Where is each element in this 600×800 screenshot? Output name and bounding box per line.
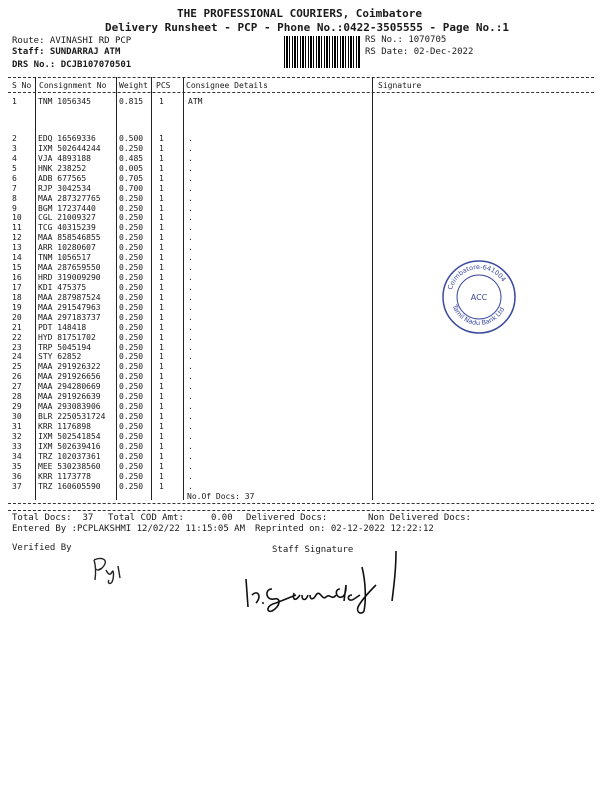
entered-by: Entered By :PCPLAKSHMI 12/02/22 11:15:05 AM (12, 524, 245, 534)
cell-sno: 33 (12, 441, 22, 451)
cell-consignment: MAA 287987524 (38, 292, 101, 302)
cell-consignee: . (188, 402, 193, 412)
cell-sno: 26 (12, 372, 22, 382)
column-divider (372, 77, 373, 500)
cell-consignee: . (188, 451, 193, 461)
cell-sno: 25 (12, 362, 22, 372)
cell-sno: 29 (12, 402, 22, 412)
cell-pcs: 1 (159, 392, 164, 402)
cell-consignee: . (188, 322, 193, 332)
cell-pcs: 1 (159, 273, 164, 283)
cell-pcs: 1 (159, 233, 164, 243)
cell-pcs: 1 (159, 322, 164, 332)
cell-pcs: 1 (159, 97, 164, 106)
cell-weight: 0.815 (119, 97, 144, 106)
svg-text:Tamil Nadu Bank Ltd: Tamil Nadu Bank Ltd (450, 303, 507, 328)
cell-sno: 4 (12, 153, 17, 163)
cell-weight: 0.250 (119, 223, 144, 233)
cell-consignee: . (188, 441, 193, 451)
cell-pcs: 1 (159, 163, 164, 173)
cell-consignment: HNK 238252 (38, 163, 87, 173)
cell-weight: 0.250 (119, 253, 144, 263)
cell-pcs: 1 (159, 203, 164, 213)
cell-consignment: STY 62852 (38, 352, 82, 362)
cell-sno: 8 (12, 193, 17, 203)
cell-consignment: PDT 148418 (38, 322, 87, 332)
table-header-divider (8, 92, 594, 93)
svg-text:Coimbatore-641004: Coimbatore-641004 (446, 262, 508, 291)
cell-consignment: KRR 1176898 (38, 421, 91, 431)
cell-consignment: MAA 287659550 (38, 263, 101, 273)
cell-consignee: . (188, 253, 193, 263)
svg-text:ACC: ACC (470, 293, 488, 302)
cell-consignee: . (188, 431, 193, 441)
cell-sno: 34 (12, 451, 22, 461)
cell-weight: 0.250 (119, 273, 144, 283)
cell-sno: 13 (12, 243, 22, 253)
column-divider (183, 77, 184, 500)
cell-weight: 0.250 (119, 372, 144, 382)
cell-consignment: TRZ 102037361 (38, 451, 101, 461)
header-consignment: Consignment No (39, 81, 107, 90)
cell-consignee: . (188, 134, 193, 143)
cell-pcs: 1 (159, 342, 164, 352)
cell-consignment: CGL 21009327 (38, 213, 96, 223)
cell-consignee: . (188, 332, 193, 342)
cell-pcs: 1 (159, 183, 164, 193)
cell-consignment: MAA 294280669 (38, 382, 101, 392)
header-consignee: Consignee Details (186, 81, 268, 90)
cell-sno: 7 (12, 183, 17, 193)
cell-pcs: 1 (159, 292, 164, 302)
column-divider (151, 77, 152, 500)
cell-consignment: ADB 677565 (38, 173, 87, 183)
cell-weight: 0.250 (119, 461, 144, 471)
cell-consignment: MAA 291547963 (38, 302, 101, 312)
cell-consignee: . (188, 173, 193, 183)
cell-consignee: . (188, 302, 193, 312)
cell-weight: 0.250 (119, 451, 144, 461)
cell-pcs: 1 (159, 153, 164, 163)
cell-sno: 36 (12, 471, 22, 481)
cell-weight: 0.700 (119, 183, 144, 193)
cell-pcs: 1 (159, 332, 164, 342)
verified-by-label: Verified By (12, 543, 72, 553)
staff-signature (236, 545, 416, 615)
total-cod-amount: Total COD Amt: 0.00 (108, 513, 233, 523)
cell-consignment: MAA 297183737 (38, 312, 101, 322)
cell-weight: 0.005 (119, 163, 144, 173)
staff-label: Staff: SUNDARRAJ ATM (12, 47, 121, 57)
cell-consignment: KDI 475375 (38, 282, 87, 292)
cell-weight: 0.250 (119, 352, 144, 362)
cell-weight: 0.250 (119, 213, 144, 223)
cell-consignment: TNM 1056517 (38, 253, 91, 263)
cell-consignment: EDQ 16569336 (38, 134, 96, 143)
cell-consignment: BGM 17237440 (38, 203, 96, 213)
delivered-docs: Delivered Docs: (246, 513, 328, 523)
cell-pcs: 1 (159, 451, 164, 461)
cell-weight: 0.250 (119, 412, 144, 422)
cell-sno: 19 (12, 302, 22, 312)
cell-consignee: . (188, 153, 193, 163)
cell-pcs: 1 (159, 461, 164, 471)
cell-weight: 0.485 (119, 153, 144, 163)
cell-consignment: RJP 3042534 (38, 183, 91, 193)
cell-pcs: 1 (159, 213, 164, 223)
cell-weight: 0.250 (119, 362, 144, 372)
cell-weight: 0.250 (119, 402, 144, 412)
cell-weight: 0.250 (119, 441, 144, 451)
footer-divider-2 (8, 510, 594, 511)
cell-pcs: 1 (159, 223, 164, 233)
cell-sno: 20 (12, 312, 22, 322)
cell-consignee: . (188, 421, 193, 431)
cell-pcs: 1 (159, 402, 164, 412)
cell-pcs: 1 (159, 312, 164, 322)
cell-weight: 0.500 (119, 134, 144, 143)
rs-number: RS No.: 1070705 (365, 35, 447, 45)
cell-sno: 37 (12, 481, 22, 491)
cell-weight: 0.250 (119, 421, 144, 431)
cell-pcs: 1 (159, 362, 164, 372)
cell-sno: 31 (12, 421, 22, 431)
cell-consignment: TNM 1056345 (38, 97, 91, 106)
reprinted-on: Reprinted on: 02-12-2022 12:22:12 (255, 524, 434, 534)
cell-sno: 14 (12, 253, 22, 263)
cell-pcs: 1 (159, 481, 164, 491)
cell-sno: 32 (12, 431, 22, 441)
cell-consignment: HRD 319009290 (38, 273, 101, 283)
cell-consignee: . (188, 233, 193, 243)
cell-pcs: 1 (159, 412, 164, 422)
cell-consignment: MAA 291926639 (38, 392, 101, 402)
cell-consignee: . (188, 342, 193, 352)
cell-weight: 0.250 (119, 392, 144, 402)
cell-weight: 0.250 (119, 342, 144, 352)
cell-consignee: . (188, 412, 193, 422)
cell-consignee: . (188, 481, 193, 491)
bank-stamp-seal (440, 258, 518, 336)
cell-pcs: 1 (159, 372, 164, 382)
total-docs: Total Docs: 37 (12, 513, 94, 523)
no-of-docs: No.Of Docs: 37 (187, 492, 255, 501)
cell-sno: 22 (12, 332, 22, 342)
cell-pcs: 1 (159, 382, 164, 392)
cell-sno: 5 (12, 163, 17, 173)
cell-sno: 11 (12, 223, 22, 233)
verifier-signature (88, 552, 134, 586)
cell-weight: 0.250 (119, 481, 144, 491)
cell-pcs: 1 (159, 173, 164, 183)
cell-consignment: MAA 287327765 (38, 193, 101, 203)
barcode-image (284, 36, 360, 68)
runsheet-title: Delivery Runsheet - PCP - Phone No.:0422-3505555 - Page No.:1 (105, 21, 509, 34)
cell-weight: 0.250 (119, 282, 144, 292)
cell-weight: 0.250 (119, 203, 144, 213)
cell-sno: 35 (12, 461, 22, 471)
cell-sno: 16 (12, 273, 22, 283)
cell-consignee: . (188, 243, 193, 253)
cell-consignee: . (188, 471, 193, 481)
cell-weight: 0.705 (119, 173, 144, 183)
drs-number: DRS No.: DCJB107070501 (12, 60, 132, 70)
cell-consignee: . (188, 362, 193, 372)
footer-divider (8, 503, 594, 504)
cell-consignee: . (188, 213, 193, 223)
cell-pcs: 1 (159, 471, 164, 481)
cell-consignment: ARR 10280607 (38, 243, 96, 253)
cell-pcs: 1 (159, 441, 164, 451)
cell-consignee: . (188, 372, 193, 382)
cell-consignment: TRP 5045194 (38, 342, 91, 352)
cell-consignee: . (188, 461, 193, 471)
cell-sno: 1 (12, 97, 17, 106)
cell-weight: 0.250 (119, 193, 144, 203)
cell-pcs: 1 (159, 134, 164, 143)
cell-consignment: TCG 40315239 (38, 223, 96, 233)
cell-weight: 0.250 (119, 243, 144, 253)
non-delivered-docs: Non Delivered Docs: (368, 513, 471, 523)
cell-weight: 0.250 (119, 292, 144, 302)
cell-weight: 0.250 (119, 312, 144, 322)
cell-consignee: . (188, 183, 193, 193)
cell-consignment: MEE 530238560 (38, 461, 101, 471)
cell-sno: 21 (12, 322, 22, 332)
cell-consignment: IXM 502644244 (38, 143, 101, 153)
cell-sno: 2 (12, 134, 17, 143)
cell-weight: 0.250 (119, 382, 144, 392)
cell-sno: 3 (12, 143, 17, 153)
cell-weight: 0.250 (119, 332, 144, 342)
cell-weight: 0.250 (119, 302, 144, 312)
cell-sno: 12 (12, 233, 22, 243)
cell-consignment: TRZ 160605590 (38, 481, 101, 491)
cell-consignee: . (188, 292, 193, 302)
cell-sno: 23 (12, 342, 22, 352)
cell-sno: 17 (12, 282, 22, 292)
cell-pcs: 1 (159, 143, 164, 153)
table-top-divider (8, 77, 594, 78)
cell-weight: 0.250 (119, 471, 144, 481)
cell-sno: 28 (12, 392, 22, 402)
cell-weight: 0.250 (119, 263, 144, 273)
cell-consignee: . (188, 193, 193, 203)
cell-sno: 18 (12, 292, 22, 302)
cell-pcs: 1 (159, 431, 164, 441)
cell-consignee: . (188, 203, 193, 213)
column-divider (35, 77, 36, 500)
cell-weight: 0.250 (119, 233, 144, 243)
cell-pcs: 1 (159, 253, 164, 263)
cell-sno: 10 (12, 213, 22, 223)
cell-weight: 0.250 (119, 143, 144, 153)
staff-signature-label: Staff Signature (272, 545, 354, 555)
cell-consignee: ATM (188, 97, 203, 106)
cell-consignment: MAA 293083906 (38, 402, 101, 412)
cell-consignee: . (188, 143, 193, 153)
cell-consignee: . (188, 352, 193, 362)
header-weight: Weight (119, 81, 148, 90)
cell-consignee: . (188, 163, 193, 173)
cell-pcs: 1 (159, 263, 164, 273)
cell-pcs: 1 (159, 282, 164, 292)
header-sno: S No (12, 81, 32, 90)
rs-date: RS Date: 02-Dec-2022 (365, 47, 474, 57)
cell-consignee: . (188, 312, 193, 322)
cell-consignee: . (188, 282, 193, 292)
cell-consignee: . (188, 382, 193, 392)
cell-consignment: BLR 2250531724 (38, 412, 106, 422)
column-divider (116, 77, 117, 500)
cell-weight: 0.250 (119, 431, 144, 441)
cell-consignment: MAA 291926322 (38, 362, 101, 372)
cell-sno: 15 (12, 263, 22, 273)
cell-pcs: 1 (159, 193, 164, 203)
cell-sno: 30 (12, 412, 22, 422)
cell-consignee: . (188, 273, 193, 283)
cell-consignee: . (188, 263, 193, 273)
header-pcs: PCS (156, 81, 171, 90)
company-name: THE PROFESSIONAL COURIERS, Coimbatore (177, 7, 423, 20)
header-signature: Signature (378, 81, 422, 90)
cell-consignment: MAA 858546855 (38, 233, 101, 243)
cell-consignment: MAA 291926656 (38, 372, 101, 382)
cell-weight: 0.250 (119, 322, 144, 332)
cell-pcs: 1 (159, 352, 164, 362)
cell-sno: 6 (12, 173, 17, 183)
cell-sno: 9 (12, 203, 17, 213)
cell-consignee: . (188, 392, 193, 402)
cell-consignment: IXM 502541854 (38, 431, 101, 441)
cell-sno: 24 (12, 352, 22, 362)
cell-pcs: 1 (159, 302, 164, 312)
cell-consignee: . (188, 223, 193, 233)
cell-pcs: 1 (159, 243, 164, 253)
cell-consignment: HYD 81751702 (38, 332, 96, 342)
cell-consignment: IXM 502639416 (38, 441, 101, 451)
cell-consignment: VJA 4893188 (38, 153, 91, 163)
cell-sno: 27 (12, 382, 22, 392)
route-label: Route: AVINASHI RD PCP (12, 36, 132, 46)
cell-consignment: KRR 1173778 (38, 471, 91, 481)
cell-pcs: 1 (159, 421, 164, 431)
